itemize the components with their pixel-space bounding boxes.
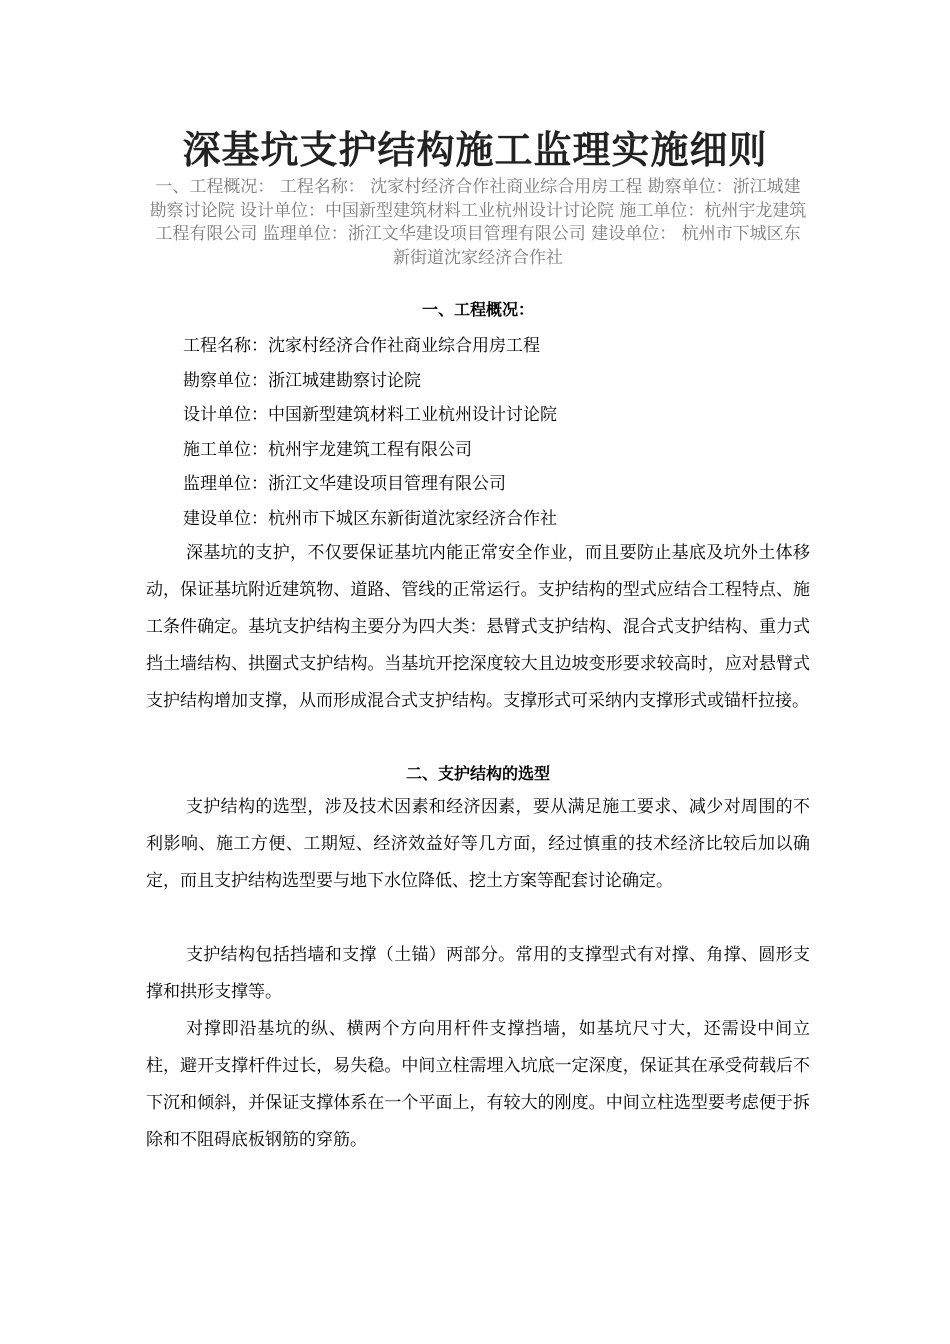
- document-title: 深基坑支护结构施工监理实施细则: [182, 127, 768, 172]
- section-heading-selection: 二、支护结构的选型: [405, 764, 550, 783]
- project-info-list: [183, 332, 557, 539]
- section-heading-overview: 一、工程概况：: [421, 300, 534, 319]
- info-owner-unit: 建设单位：杭州市下城区东新街道沈家经济合作社: [183, 508, 557, 529]
- info-design-unit: 设计单位：中国新型建筑材料工业杭州设计讨论院: [183, 405, 557, 425]
- paragraph-overview: 深基坑的支护，不仅要保证基坑内能正常安全作业，而且要防止基底及坑外土体移动，保证基坑附近建筑物、道路、管线的正常运行。支护结构的型式应结合工程特点、施工条件确定。基坑支护结构主要分为四大类：悬臂式支护结构、混合式支护结构、重力式挡土墙结构、拱圈式支护结构。当基坑开挖深度较大且边坡变形要求较高时，应对悬臂式支护结构增加支撑，从而形成混合式支护结构。支撑形式可采纳内支撑形式或锚杆拉接。: [146, 543, 810, 711]
- paragraph-selection-1: 支护结构的选型，涉及技术因素和经济因素，要从满足施工要求、减少对周围的不利影响、施工方便、工期短、经济效益好等几方面，经过慎重的技术经济比较后加以确定，而且支护结构选型要与地下水位降低、挖土方案等配套讨论确定。: [146, 797, 810, 891]
- info-construction-unit: 施工单位：杭州宇龙建筑工程有限公司: [183, 439, 472, 460]
- paragraph-selection-3: 对撑即沿基坑的纵、横两个方向用杆件支撑挡墙，如基坑尺寸大，还需设中间立柱，避开支撑杆件过长，易失稳。中间立柱需埋入坑底一定深度，保证其在承受荷载后不下沉和倾斜，并保证支撑体系在一个平面上，有较大的刚度。中间立柱选型要考虑便于拆除和不阻碍底板钢筋的穿筋。: [146, 1019, 810, 1150]
- paragraph-selection-2: 支护结构包括挡墙和支撑（土锚）两部分。常用的支撑型式有对撑、角撑、圆形支撑和拱形支撑等。: [146, 945, 810, 1002]
- info-survey-unit: 勘察单位：浙江城建勘察讨论院: [183, 370, 421, 391]
- info-project-name: 工程名称：沈家村经济合作社商业综合用房工程: [183, 336, 540, 356]
- document-summary: 一、工程概况： 工程名称： 沈家村经济合作社商业综合用房工程 勘察单位：浙江城建勘察讨论院 设计单位：中国新型建筑材料工业杭州设计讨论院 施工单位：杭州宇龙建筑工程有限公司 监理单位：浙江文华建设项目管理有限公司 建设单位： 杭州市下城区东新街道沈家经济合作社: [149, 177, 807, 268]
- info-supervision-unit: 监理单位：浙江文华建设项目管理有限公司: [183, 474, 506, 494]
